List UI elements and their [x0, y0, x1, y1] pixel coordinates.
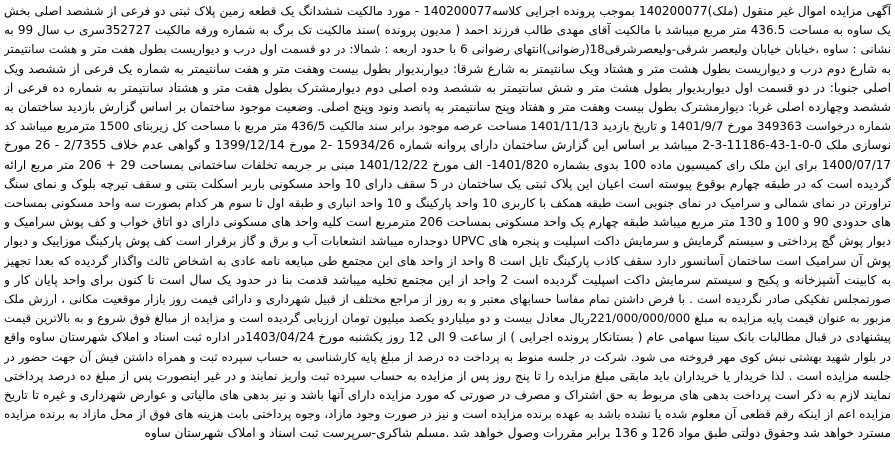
notice-line: جلسه مزایده است . لذا خریدار یا خریداران باید مابقی مبلغ مزایده را تا پنج روز پس از مزایده به حساب سپرده ثبت واریز نمایند و در غیر اینصورت پس از مبلغ ده درصد پرداختی [4, 368, 891, 383]
notice-line: آگهی مزایده اموال غیر منقول (ملک)140200077 بموجب پرونده اجرایی کلاسه140200077 - مورد مالکیت ششدانگ یک قطعه زمین پلاک ثبتی دو فرعی از ششصد اصلی بخش [4, 4, 891, 18]
notice-line: ششصد وچهارده اصلی غربا: دیوارمشترک بطول بیست وهفت متر و هفتاد وپنج سانتیمتر به پانصد ونود وپنج اصلی. وضعیت موجود ساختمان بر اساس گزارش بازدید ساختمان به [4, 100, 891, 115]
notice-line: مسترد خواهد شد وحقوق دولتی طبق مواد 126 و 136 برابر مقررات وصول خواهد شد .مسلم شاکری-سرپرست ثبت اسناد و املاک شهرستان ساوه [144, 426, 891, 441]
notice-line: به شارع دوم درب و دیواریست بطول هشت متر و هشتاد ویک سانتیمتر به شارع شرقا: دیواربدیوار بطول بیست وهفت متر و هفت سانتیمتر به شماره یک فرعی از ششصد ویک [4, 61, 891, 76]
notice-line: در بلوار شهید بهشتی نبش کوی مهر فروخته می شود. شرکت در جلسه منوط به پرداخت ده درصد از مبلغ پایه کارشناسی به حساب سپرده ثبت و همراه داشتن فیش آن جهت حضور در [4, 349, 891, 364]
notice-line: گردیده است که در طبقه چهارم بوقوع پیوسته است اعیان این پلاک ثبتی یک ساختمان در 5 سقف دارای 10 واحد مسکونی باربر اسکلت بتنی و سقف تیرچه بلوک و نمای سنگ [4, 176, 891, 191]
notice-line: تراورتن در نمای شمالی و سرامیک در نمای جنوبی است طبقه همکف با کاربری 10 واحد پارکینگ و 10 واحد انباری و طبقه اول تا سوم هر کدام بصورت سه واحد مسکونی بمساحت [4, 196, 891, 211]
notice-line: 1400/07/17 برای این ملک رای کمیسیون ماده 100 بدوی بشماره 1401/820- الف مورخ 1401/12/22 مبنی بر جریمه تخلفات ساختمانی بمساحت 29 + 206 متر مربع ارائه [4, 157, 891, 172]
notice-line: شماره درخواست 349363 مورخ 1401/9/7 و تاریخ بازدید 1401/11/13 مساحت عرصه موجود برابر سند مالکیت 436/5 متر مربع با مساحت کل زیربنای 1500 مترمربع میباشد کد [4, 119, 891, 134]
notice-line: نشانی : ساوه ،خیابان خیابان ولیعصر شرقی-ولیعصرشرقی18(رضوانی)انتهای رضوانی 6 با حدود اربعه : شمالا: در دو قسمت اول درب و دیواریست بطول هفت متر و هشت سانتیمتر [4, 42, 891, 57]
notice-line: پوش آن سرامیک است ساختمان آسانسور دارد سقف کاذب پارکینگ تایل است 8 واحد از واحد های این مجتمع طی مبایعه نامه عادی به اشخاص ثالث واگذار گردیده که بعدا تجهیز [4, 253, 891, 268]
notice-line: نوسازی ملک 0-0-1-43-11186-3-2 میباشد بر اساس این گزارش ساختمان دارای پروانه شماره 15934/26 -2 مورخ 1399/12/14 و گواهی عدم خلاف 2/7355 - 26 مورخ [4, 138, 891, 153]
notice-line: به کابینت آشپزخانه و پکیج و سیستم سرمایش داکت اسپلیت گردیده است 2 واحد از این مجتمع تخلیه میباشد قدمت بنا در حدود یک سال است تا کنون برای واحد پایان کار و [4, 272, 891, 287]
notice-line: های حدودی 90 و 100 و 130 متر مربع میباشد طبقه چهارم یک واحد مسکونی بمساحت 206 مترمربع است کلیه واحد های مسکونی دارای دو اتاق خواب و کف پوش سرامیک و [4, 215, 891, 230]
notice-line: نمایند لازم به ذکر است پرداخت بدهی های مربوط به حق اشتراک و مصرف در صورتی که مورد مزایده دارای آنها باشد و نیز بدهی های مالیاتی و عوارض شهرداری و غیره تا تاریخ [4, 388, 891, 403]
notice-line: مزبور به عنوان قیمت پایه مزایده به مبلغ 221/000/000/000ریال معادل بیست و دو میلیاردو یکصد میلیون تومان ارزیابی گردیده است و مزایده از مبالغ فوق شروع و به بالاترین قیمت [4, 311, 891, 326]
notice-line: مزایده اعم از اینکه رقم قطعی آن معلوم شده یا نشده باشد به عهده برنده مزایده است و نیز در صورت وجود مازاد، وجوه پرداختی بابت هزینه های فوق از محل مازاد به برنده مزایده [4, 407, 891, 422]
notice-line: پیشنهادی در قبال مطالبات بانک سینا سهامی عام ( بستانکار پرونده اجرایی ) از ساعت 9 الی 12 روز یکشنبه مورخ 1403/04/24در اداره ثبت اسناد و املاک شهرستان ساوه واقع [4, 330, 891, 345]
notice-line: اصلی جنوبا: در دو قسمت اول دیواربدیوار بطول هشت متر و شش سانتیمتر به ششصد وده اصلی دوم دیوارمشترک بطول هفت متر و هشتاد سانتیمتر به شماره ده فرعی از [4, 80, 891, 95]
notice-line: دیوار پوش گچ پرداختی و سیستم گرمایش و سرمایش داکت اسپلیت و پنجره های UPVC دوجداره میباشد انشعابات آب و برق و گاز برقرار است کف پوش پارکینگ موزاییک و دیوار [4, 234, 891, 249]
notice-line: یک ساوه به مساحت 436.5 متر مربع میباشد با مالکیت آقای مهدی طالب فرزند احمد ( مدیون پرونده )سند مالکیت تک برگ به شماره ورقه مالکیت 352727سری ب سال 99 به [4, 23, 891, 38]
notice-line: صورتمجلس تفکیکی صادر نگردیده است . با فرض داشتن تمام مفاسا حسابهای معتبر و به روز از مراجع مختلف از قبیل شهرداری و دارائی قیمت روز بازار موقعیت مکانی ، ارزش ملک [4, 292, 891, 307]
